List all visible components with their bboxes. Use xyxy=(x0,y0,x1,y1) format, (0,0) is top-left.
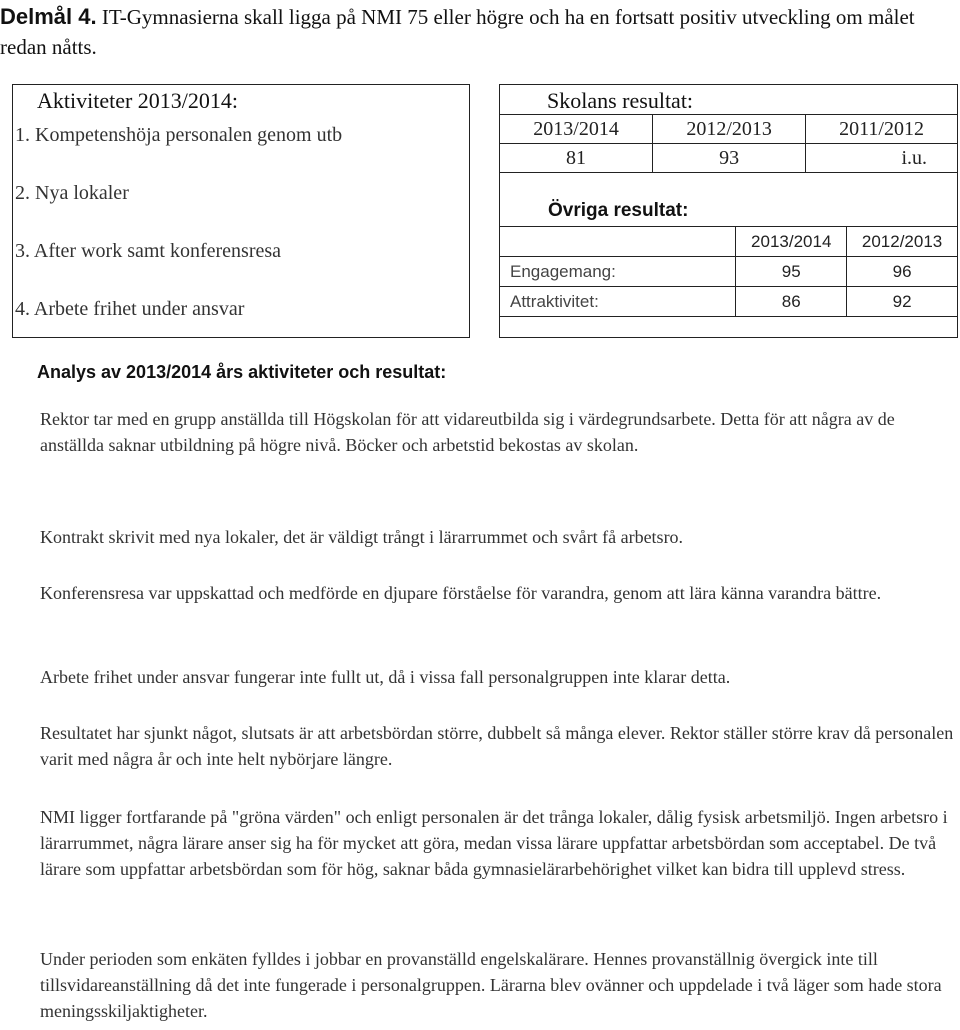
analysis-paragraph: Under perioden som enkäten fylldes i jobbar en provanställd engelskalärare. Hennes provanställnig övergick inte till tillsvidareanställning då det inte fungerade i personalgruppen. Lärarna blev ovänner och uppdelade i två läger som hade stora meningsskiljaktigheter. xyxy=(40,949,942,1021)
analysis-paragraph: Kontrakt skrivit med nya lokaler, det är väldigt trångt i lärarrummet och svårt få arbetsro. xyxy=(40,527,684,547)
analysis-paragraph: Rektor tar med en grupp anställda till Högskolan för att vidareutbilda sig i värdegrundsarbete. Detta för att några av de anställda saknar utbildning på högre nivå. Böcker och arbetstid bekostas av skolan. xyxy=(40,409,895,455)
other-results-table xyxy=(499,226,958,317)
other-results-heading: Övriga resultat: xyxy=(548,200,689,221)
goal-title xyxy=(0,2,955,62)
analysis-paragraph: Konferensresa var uppskattad och medförde en djupare förståelse för varandra, genom att lära känna varandra bättre. xyxy=(40,583,882,603)
other-year-cell: 2012/2013 xyxy=(847,227,958,257)
other-results-header-row xyxy=(500,227,958,257)
metric-value: 95 xyxy=(736,257,847,287)
school-value-cell: 93 xyxy=(653,144,806,173)
analysis-paragraph: Arbete frihet under ansvar fungerar inte fullt ut, då i vissa fall personalgruppen inte klarar detta. xyxy=(40,667,731,687)
metric-label: Attraktivitet: xyxy=(500,287,736,317)
activity-item-3: 3. After work samt konferensresa xyxy=(15,240,282,262)
school-year-cell: 2012/2013 xyxy=(653,115,806,144)
school-results-values-row xyxy=(500,144,958,173)
activity-item-4: 4. Arbete frihet under ansvar xyxy=(15,298,245,320)
metric-value: 92 xyxy=(847,287,958,317)
metric-label: Engagemang: xyxy=(500,257,736,287)
metric-value: 96 xyxy=(847,257,958,287)
activities-heading: Aktiviteter 2013/2014: xyxy=(37,88,239,113)
school-year-cell: 2013/2014 xyxy=(500,115,653,144)
analysis-paragraph: NMI ligger fortfarande på "gröna värden" och enligt personalen är det trånga lokaler, dålig fysisk arbetsmiljö. Ingen arbetsro i lärarrummet, några lärare anser sig ha för mycket att göra, medan vissa lärare uppfattar arbetsbördan som acceptabel. De två lärare som uppfattar arbetsbördan som för hög, saknar båda gymnasielärarbehörighet vilket kan bidra till upplevd stress. xyxy=(40,807,948,879)
school-results-heading: Skolans resultat: xyxy=(547,88,694,113)
other-year-cell: 2013/2014 xyxy=(736,227,847,257)
goal-label: Delmål 4. xyxy=(0,4,97,29)
school-results-years-row xyxy=(500,115,958,144)
metric-value: 86 xyxy=(736,287,847,317)
activity-item-1: 1. Kompetenshöja personalen genom utb xyxy=(15,124,343,146)
analysis-heading: Analys av 2013/2014 års aktiviteter och resultat: xyxy=(37,362,447,382)
other-results-row xyxy=(500,287,958,317)
school-results-table xyxy=(499,114,958,173)
school-value-cell: i.u. xyxy=(806,144,958,173)
empty-cell xyxy=(500,227,736,257)
other-results-row xyxy=(500,257,958,287)
analysis-paragraph: Resultatet har sjunkt något, slutsats är att arbetsbördan större, dubbelt så många elever. Rektor ställer större krav då personalen varit med några år och inte helt nybörjare längre. xyxy=(40,723,954,769)
school-value-cell: 81 xyxy=(500,144,653,173)
school-year-cell: 2011/2012 xyxy=(806,115,958,144)
goal-text: IT-Gymnasierna skall ligga på NMI 75 eller högre och ha en fortsatt positiv utveckling om målet redan nåtts. xyxy=(0,5,915,59)
activity-item-2: 2. Nya lokaler xyxy=(15,182,129,204)
